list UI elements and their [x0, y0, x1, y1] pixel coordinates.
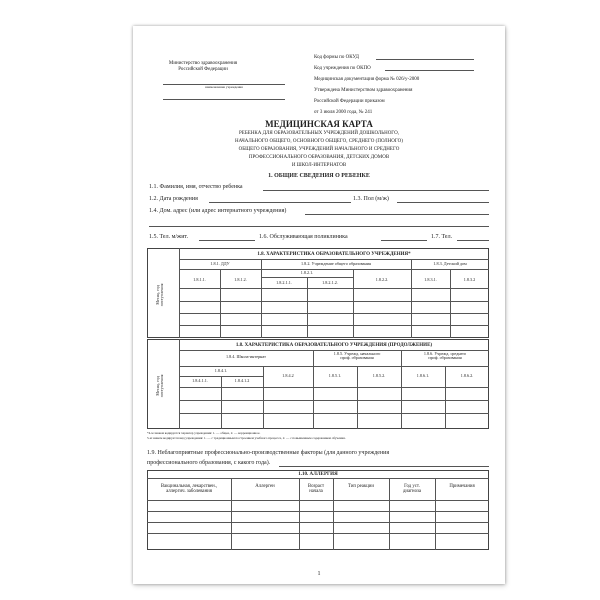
field-1-3-input[interactable] — [397, 202, 489, 203]
okud-label: Код формы по ОКУД — [314, 55, 359, 60]
table-2-heading: 1.8. ХАРАКТЕРИСТИКА ОБРАЗОВАТЕЛЬНОГО УЧРЕЖДЕНИЯ (ПРОДОЛЖЕНИЕ) — [235, 343, 433, 348]
table-2-side-label: Месяц, год поступления — [155, 374, 165, 398]
allergy-col-diagnosis-year: Год уст. диагноза — [402, 484, 422, 495]
allergy-col-age: Возраст начала — [307, 484, 325, 495]
subtitle-line-5: И ШКОЛ-ИНТЕРНАТОВ — [291, 163, 347, 168]
col-1-8-4-1: 1.8.4.1. — [214, 368, 228, 373]
field-1-2-input[interactable] — [209, 202, 351, 203]
subtitle-line-4: ПРОФЕССИОНАЛЬНОГО ОБРАЗОВАНИЯ, ДЕТСКИХ ДОМОВ — [248, 155, 390, 160]
institution-caption: наименование учреждения — [205, 85, 243, 89]
approved-line-3: от 3 июля 2000 года, № 241 — [314, 110, 373, 115]
allergy-col-reaction: Тип реакции — [348, 484, 374, 489]
institution-line-2 — [163, 99, 285, 100]
group-1-8-4: 1.8.4. Школа-интернат — [226, 354, 266, 359]
field-1-1-input[interactable] — [263, 190, 489, 191]
field-1-6-label: 1.6. Обслуживающая поликлиника — [259, 234, 348, 240]
form-number: Медицинская документация форма № 026/у-2000 — [314, 77, 420, 82]
page-number: 1 — [317, 571, 321, 577]
col-1-8-4-1-1: 1.8.4.1.1. — [192, 378, 208, 383]
subtitle-line-2: НАЧАЛЬНОГО ОБЩЕГО, ОСНОВНОГО ОБЩЕГО, СРЕДНЕГО (ПОЛНОГО) — [235, 139, 403, 144]
field-1-3-label: 1.3. Пол (м/ж) — [353, 196, 389, 202]
col-1-8-6-2: 1.8.6.2. — [460, 373, 474, 378]
col-1-8-5-1: 1.8.5.1. — [328, 373, 342, 378]
allergy-col-allergen: Аллерген — [255, 484, 275, 489]
table-1-heading: 1.8. ХАРАКТЕРИСТИКА ОБРАЗОВАТЕЛЬНОГО УЧРЕЖДЕНИЯ* — [257, 252, 411, 257]
allergy-table — [147, 470, 489, 550]
approved-line-1: Утверждена Министерством здравоохранения — [314, 88, 413, 93]
group-1-8-1: 1.8.1. ДДУ — [210, 261, 230, 266]
col-1-8-4-1-2: 1.8.4.1.2 — [234, 378, 250, 383]
col-1-8-2-1-1: 1.8.2.1.1. — [276, 280, 292, 285]
col-1-8-3-1: 1.8.3.1. — [424, 277, 437, 282]
section-1-9-input[interactable] — [279, 466, 489, 467]
group-1-8-2: 1.8.2. Учреждение общего образования — [301, 261, 371, 266]
col-1-8-6-1: 1.8.6.1. — [416, 373, 430, 378]
field-1-4-input-2[interactable] — [149, 226, 489, 227]
footnote-2: 5-м знаком кодируется вид учреждения: 1. — с традиционным построением учебного процесса, 2. — с повышенным содержанием обучения. — [147, 436, 346, 440]
field-1-1-label: 1.1. Фамилия, имя, отчество ребенка — [149, 184, 243, 190]
col-1-8-2-2: 1.8.2.2. — [375, 277, 389, 282]
field-1-7-input[interactable] — [457, 240, 489, 241]
document-sheet — [133, 26, 505, 584]
section-1-9-line-1: 1.9. Неблагоприятные профессионально-производственные факторы (для данного учреждения — [147, 450, 390, 456]
col-1-8-1-1: 1.8.1.1. — [193, 277, 206, 282]
col-1-8-4-2: 1.8.4.2 — [282, 373, 294, 378]
subtitle-line-1: РЕБЕНКА ДЛЯ ОБРАЗОВАТЕЛЬНЫХ УЧРЕЖДЕНИЙ ДОШКОЛЬНОГО, — [239, 131, 399, 136]
approved-line-2: Российской Федерации приказом — [314, 99, 385, 104]
group-1-8-3: 1.8.3. Детский дом — [433, 261, 467, 266]
col-1-8-2-1-2: 1.8.2.1.2. — [322, 280, 338, 285]
ministry-line-2: Российской Федерации — [178, 67, 228, 72]
col-1-8-3-2: 1.8.3.2 — [463, 277, 476, 282]
col-1-8-1-2: 1.8.1.2. — [234, 277, 247, 282]
okpo-line — [385, 70, 474, 71]
field-1-7-label: 1.7. Тел. — [431, 234, 453, 240]
footnote-1: *4-м знаком кодируется характер учреждения: 1. — общее, 2. — коррекционное. — [147, 431, 261, 435]
allergy-col-notes: Примечания — [449, 484, 475, 489]
allergy-heading: 1.10. АЛЛЕРГИЯ — [298, 472, 338, 477]
subtitle-line-3: ОБЩЕГО ОБРАЗОВАНИЯ, УЧРЕЖДЕНИЙ НАЧАЛЬНОГО И СРЕДНЕГО — [238, 147, 400, 152]
col-1-8-2-1: 1.8.2.1. — [300, 270, 314, 275]
group-1-8-5: 1.8.5. Учрежд. начального проф. образования — [333, 351, 381, 361]
okpo-label: Код учреждения по ОКПО — [314, 66, 371, 71]
field-1-5-input[interactable] — [199, 240, 255, 241]
field-1-4-label: 1.4. Дом. адрес (или адрес интернатного учреждения) — [149, 208, 287, 214]
table-1-side-label: Месяц, год поступления — [155, 283, 165, 307]
ministry-line-1: Министерство здравоохранения — [168, 61, 238, 66]
field-1-2-label: 1.2. Дата рождения — [149, 196, 198, 202]
group-1-8-6: 1.8.6. Учрежд. среднего проф. образования — [423, 351, 467, 361]
col-1-8-5-2: 1.8.5.2. — [372, 373, 386, 378]
section-1-9-line-2: профессионального образования, с какого года). — [147, 460, 271, 466]
allergy-col-diseases: Вакцинальная, лекарствен., аллергич. заболевания — [160, 484, 218, 495]
okud-line — [376, 59, 474, 60]
field-1-6-input[interactable] — [381, 240, 427, 241]
section-1-heading: 1. ОБЩИЕ СВЕДЕНИЯ О РЕБЕНКЕ — [268, 173, 370, 179]
field-1-4-input[interactable] — [305, 214, 489, 215]
document-title: МЕДИЦИНСКАЯ КАРТА — [265, 119, 373, 129]
field-1-5-label: 1.5. Тел. м/жит. — [149, 234, 189, 240]
